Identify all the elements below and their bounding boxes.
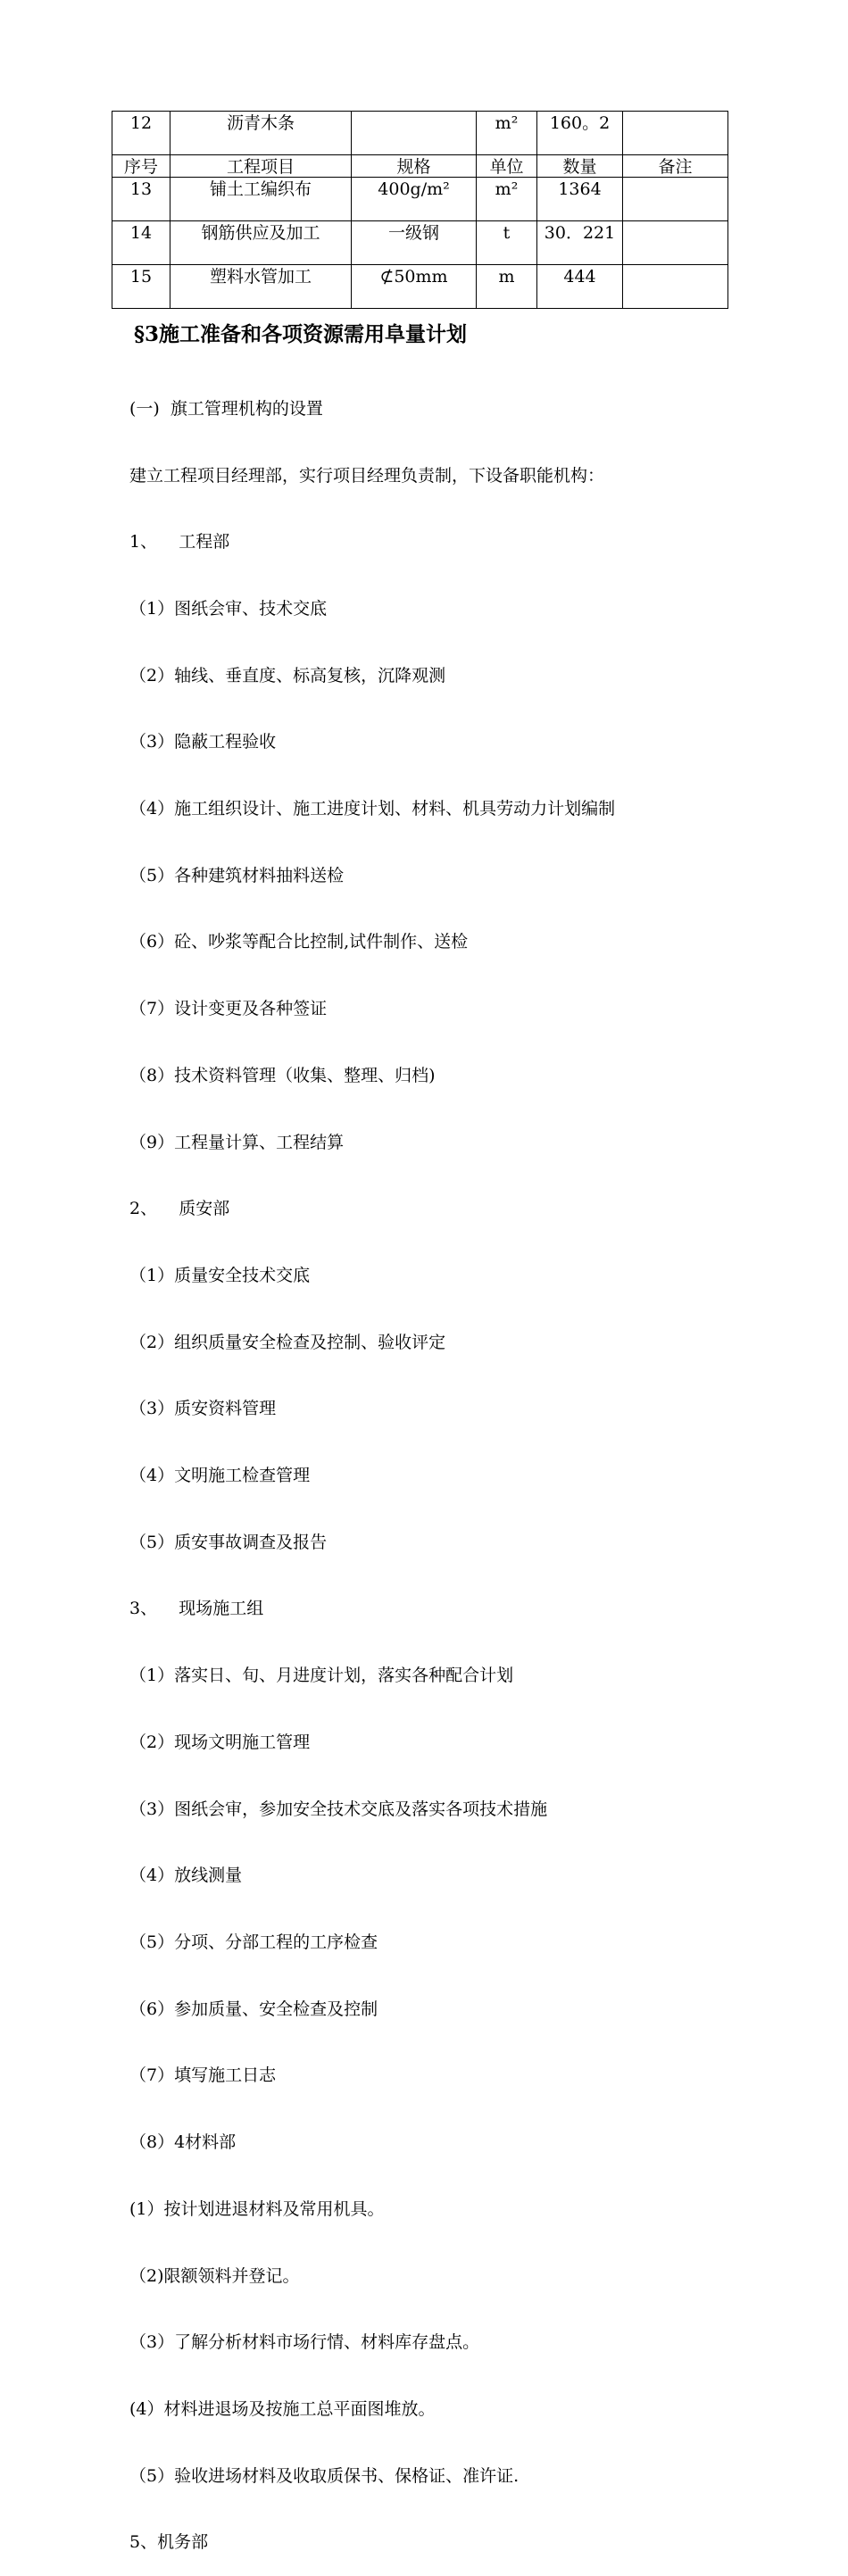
text-line: (4）材料进退场及按施工总平面图堆放。: [129, 2398, 436, 2419]
text-line: （1）落实日、旬、月进度计划，落实各种配合计划: [129, 1666, 514, 1686]
text-line: （5）分项、分部工程的工序检查: [129, 1932, 378, 1952]
text-line: （8）4材料部: [129, 2132, 237, 2153]
header-unit: 单位: [477, 155, 537, 178]
cell-item: 沥青木条: [170, 112, 352, 155]
text-line: （4）文明施工检查管理: [129, 1466, 311, 1486]
text-line: （3）图纸会审，参加安全技术交底及落实各项技术措施: [129, 1799, 548, 1819]
table-row: [112, 112, 728, 155]
header-no: 序号: [112, 155, 170, 178]
table-header-row: [112, 155, 728, 178]
text-line: （1）图纸会审、技术交底: [129, 598, 328, 619]
cell-no: 13: [112, 178, 170, 221]
cell-no: 14: [112, 221, 170, 265]
text-line: （3）质安资料管理: [129, 1399, 277, 1419]
text-line: 1、 工程部: [129, 532, 230, 553]
cell-qty: 444: [537, 265, 623, 309]
cell-item: 塑料水管加工: [170, 265, 352, 309]
cell-note: [623, 178, 728, 221]
cell-spec: 一级钢: [352, 221, 477, 265]
cell-qty: 160。2: [537, 112, 623, 155]
materials-table: [112, 111, 728, 309]
header-spec: 规格: [352, 155, 477, 178]
header-item: 工程项目: [170, 155, 352, 178]
text-line: (一) 旗工管理机构的设置: [129, 398, 323, 419]
text-line: （7）填写施工日志: [129, 2065, 277, 2086]
text-line: （7）设计变更及各种签证: [129, 999, 328, 1019]
text-line: （5）验收进场材料及收取质保书、保格证、准许证.: [129, 2465, 520, 2486]
text-line: （1）质量安全技术交底: [129, 1265, 311, 1285]
cell-unit: t: [477, 221, 537, 265]
cell-qty: 30．221: [537, 221, 623, 265]
cell-note: [623, 221, 728, 265]
text-line: （8）技术资料管理（收集、整理、归档): [129, 1065, 436, 1085]
table-row: [112, 221, 728, 265]
text-line: （5）各种建筑材料抽料送检: [129, 865, 345, 885]
text-line: （3）隐蔽工程验收: [129, 732, 277, 752]
cell-no: 12: [112, 112, 170, 155]
table-row: [112, 178, 728, 221]
cell-unit: m²: [477, 112, 537, 155]
cell-note: [623, 112, 728, 155]
text-line: 3、 现场施工组: [129, 1599, 264, 1619]
cell-note: [623, 265, 728, 309]
cell-qty: 1364: [537, 178, 623, 221]
section-title: §3施工准备和各项资源需用阜量计划: [134, 322, 468, 346]
cell-item: 铺土工编织布: [170, 178, 352, 221]
table-row: [112, 265, 728, 309]
body-text: [129, 353, 615, 2576]
text-line: 5、机务部: [129, 2532, 209, 2553]
cell-spec: ⊄50mm: [352, 265, 477, 309]
text-line: （6）砼、吵浆等配合比控制,试件制作、送检: [129, 932, 469, 952]
text-line: （2）轴线、垂直度、标高复核，沉降观测: [129, 665, 446, 686]
text-line: （2）组织质量安全检查及控制、验收评定: [129, 1332, 446, 1352]
header-qty: 数量: [537, 155, 623, 178]
cell-item: 钢筋供应及加工: [170, 221, 352, 265]
text-line: （2)限额领料并登记。: [129, 2265, 300, 2286]
cell-no: 15: [112, 265, 170, 309]
text-line: （4）施工组织设计、施工进度计划、材料、机具劳动力计划编制: [129, 799, 616, 819]
text-line: 2、 质安部: [129, 1199, 230, 1219]
cell-unit: m²: [477, 178, 537, 221]
text-line: （9）工程量计算、工程结算: [129, 1132, 345, 1152]
text-line: （5）质安事故调查及报告: [129, 1532, 328, 1552]
cell-spec: [352, 112, 477, 155]
cell-unit: m: [477, 265, 537, 309]
text-line: (1）按计划进退材料及常用机具。: [129, 2198, 385, 2219]
text-line: 建立工程项目经理部，实行项目经理负责制，下设备职能机构：: [129, 465, 605, 486]
text-line: （4）放线测量: [129, 1866, 243, 1886]
text-line: （2）现场文明施工管理: [129, 1732, 311, 1752]
text-line: （6）参加质量、安全检查及控制: [129, 1998, 378, 2019]
cell-spec: 400g/m²: [352, 178, 477, 221]
text-line: （3）了解分析材料市场行情、材料库存盘点。: [129, 2332, 480, 2353]
header-note: 备注: [623, 155, 728, 178]
